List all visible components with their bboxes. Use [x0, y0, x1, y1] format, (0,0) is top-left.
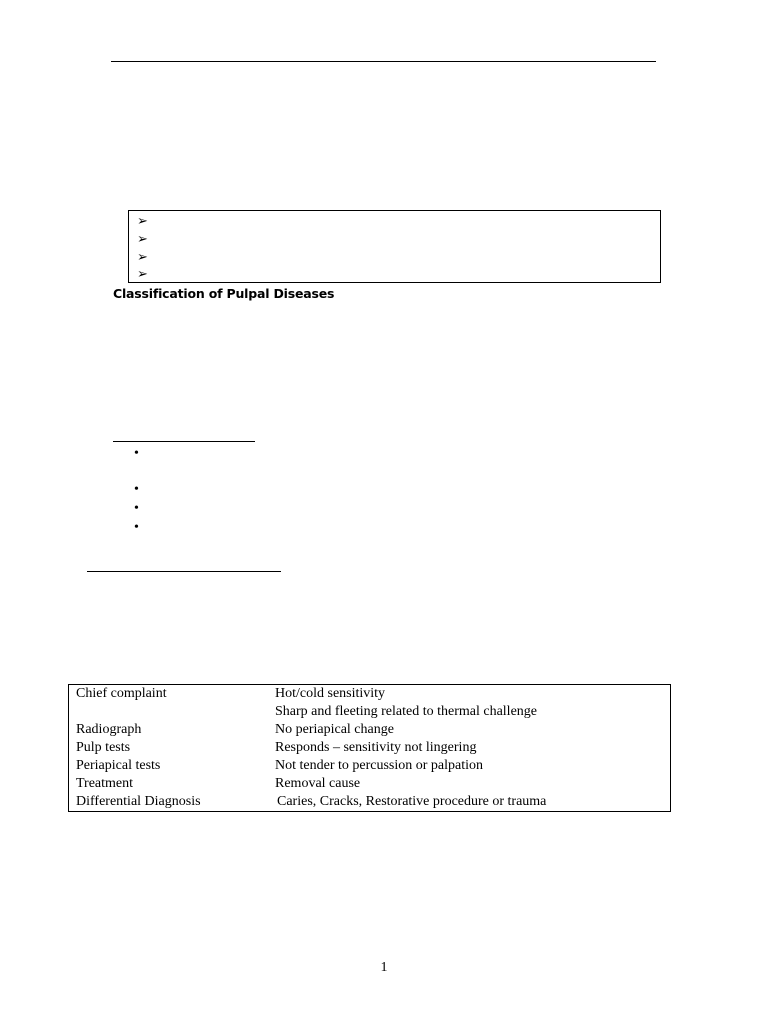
diagnosis-summary-table [68, 684, 671, 812]
table-row-label: Pulp tests [76, 740, 131, 755]
table-row-value: Responds – sensitivity not lingering [275, 740, 477, 755]
arrow-list-box [128, 210, 661, 283]
table-row-label: Treatment [76, 776, 134, 791]
arrow-bullet-icon: ➢ [137, 266, 148, 281]
table-row-value: No periapical change [275, 722, 394, 737]
arrow-bullet-icon: ➢ [137, 231, 148, 246]
table-row-label: Periapical tests [76, 758, 161, 773]
table-row-value: Sharp and fleeting related to thermal challenge [275, 704, 538, 719]
bullet-icon: • [134, 520, 139, 535]
table-row-value: Caries, Cracks, Restorative procedure or trauma [277, 794, 547, 809]
table-row-label: Chief complaint [76, 686, 167, 701]
subheading-rule [87, 571, 281, 572]
table-row-value: Removal cause [275, 776, 361, 791]
page-number: 1 [380, 960, 388, 975]
bullet-icon: • [134, 446, 139, 461]
section-heading: Classification of Pulpal Diseases [113, 286, 335, 301]
table-row-label: Differential Diagnosis [76, 794, 201, 809]
bullet-icon: • [134, 482, 139, 497]
table-row-value: Hot/cold sensitivity [275, 686, 386, 701]
bullet-icon: • [134, 501, 139, 516]
subheading-rule [113, 441, 255, 442]
arrow-bullet-icon: ➢ [137, 213, 148, 228]
header-rule [111, 61, 656, 62]
arrow-bullet-icon: ➢ [137, 249, 148, 264]
table-row-value: Not tender to percussion or palpation [275, 758, 484, 773]
table-row-label: Radiograph [76, 722, 142, 737]
